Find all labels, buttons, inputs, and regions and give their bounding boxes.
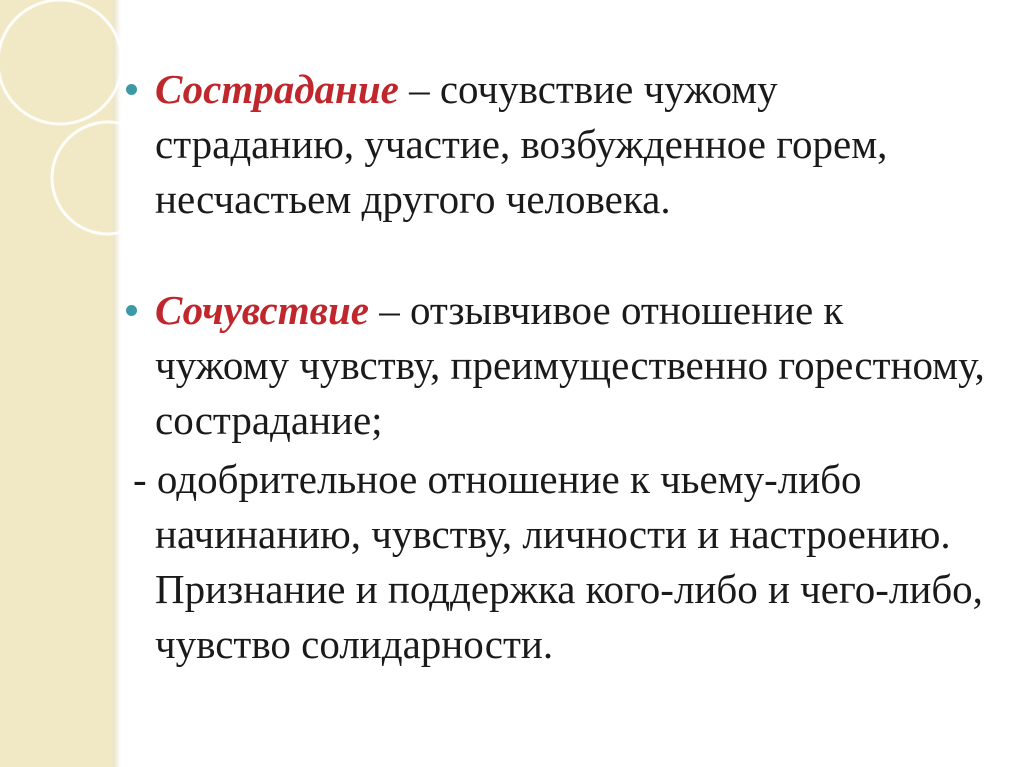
definition-sympathy <box>126 283 986 448</box>
term-compassion: Сострадание <box>155 66 399 112</box>
definition-compassion <box>126 62 986 227</box>
definition-text-sympathy: – отзывчивое отношение к чужому чувству, преимущественно горестному, сострадание; <box>155 287 985 443</box>
decorative-circle-small <box>52 122 121 234</box>
definition-text-compassion: – сочувствие чужому страданию, участие, возбужденное горем, несчастьем другого человека. <box>155 66 888 222</box>
decorative-circle-large <box>0 0 121 124</box>
definition-sympathy-continuation: - одобрительное отношение к чьему-либо начинанию, чувству, личности и настроению. Признание и поддержка кого-либо и чего-либо, чувство солидарности. <box>133 456 983 667</box>
slide-content <box>126 62 986 672</box>
decorative-circles <box>0 0 121 260</box>
bullet-icon <box>126 84 137 95</box>
bullet-icon <box>126 305 137 316</box>
term-sympathy: Сочувствие <box>155 287 369 333</box>
